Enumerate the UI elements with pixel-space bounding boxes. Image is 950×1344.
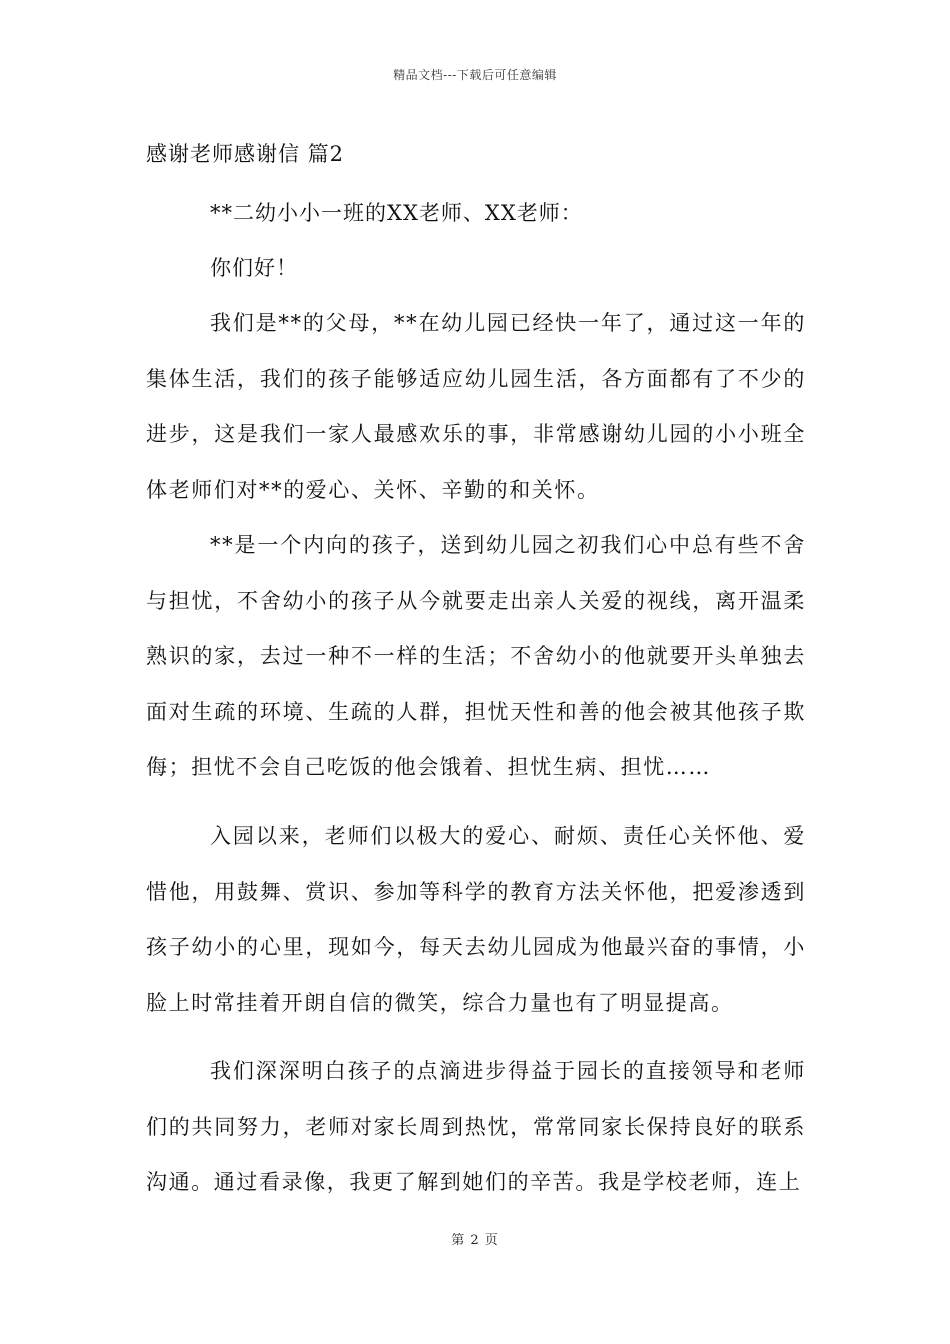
document-title: 感谢老师感谢信 篇2 <box>146 142 345 166</box>
paragraph-3: 入园以来，老师们以极大的爱心、耐烦、责任心关怀他、爱惜他，用鼓舞、赏识、参加等科学的教育方法关怀他，把爱渗透到孩子幼小的心里，现如今，每天去幼儿园成为他最兴奋的事情，小脸上时常挂着开朗自信的微笑，综合力量也有了明显提高。 <box>146 824 806 1015</box>
letter-salutation: **二幼小小一班的XX老师、XX老师： <box>210 201 583 225</box>
paragraph-2: **是一个内向的孩子，送到幼儿园之初我们心中总有些不舍与担忧，不舍幼小的孩子从今就要走出亲人关爱的视线，离开温柔熟识的家，去过一种不一样的生活；不舍幼小的他就要开头单独去面对生疏的环境、生疏的人群，担忧天性和善的他会被其他孩子欺侮；担忧不会自己吃饭的他会饿着、担忧生病、担忧…… <box>146 533 806 779</box>
page-header: 精品文档---下载后可任意编辑 <box>393 68 557 82</box>
letter-greeting: 你们好！ <box>210 256 298 280</box>
paragraph-4: 我们深深明白孩子的点滴进步得益于园长的直接领导和老师们的共同努力，老师对家长周到热忱，常常同家长保持良好的联系沟通。通过看录像，我更了解到她们的辛苦。我是学校老师，连上 <box>146 1059 806 1194</box>
paragraph-1: 我们是**的父母，**在幼儿园已经快一年了，通过这一年的集体生活，我们的孩子能够适应幼儿园生活，各方面都有了不少的进步，这是我们一家人最感欢乐的事，非常感谢幼儿园的小小班全体老师们对**的爱心、关怀、辛勤的和关怀。 <box>146 311 806 502</box>
page-number: 第 2 页 <box>451 1233 499 1248</box>
